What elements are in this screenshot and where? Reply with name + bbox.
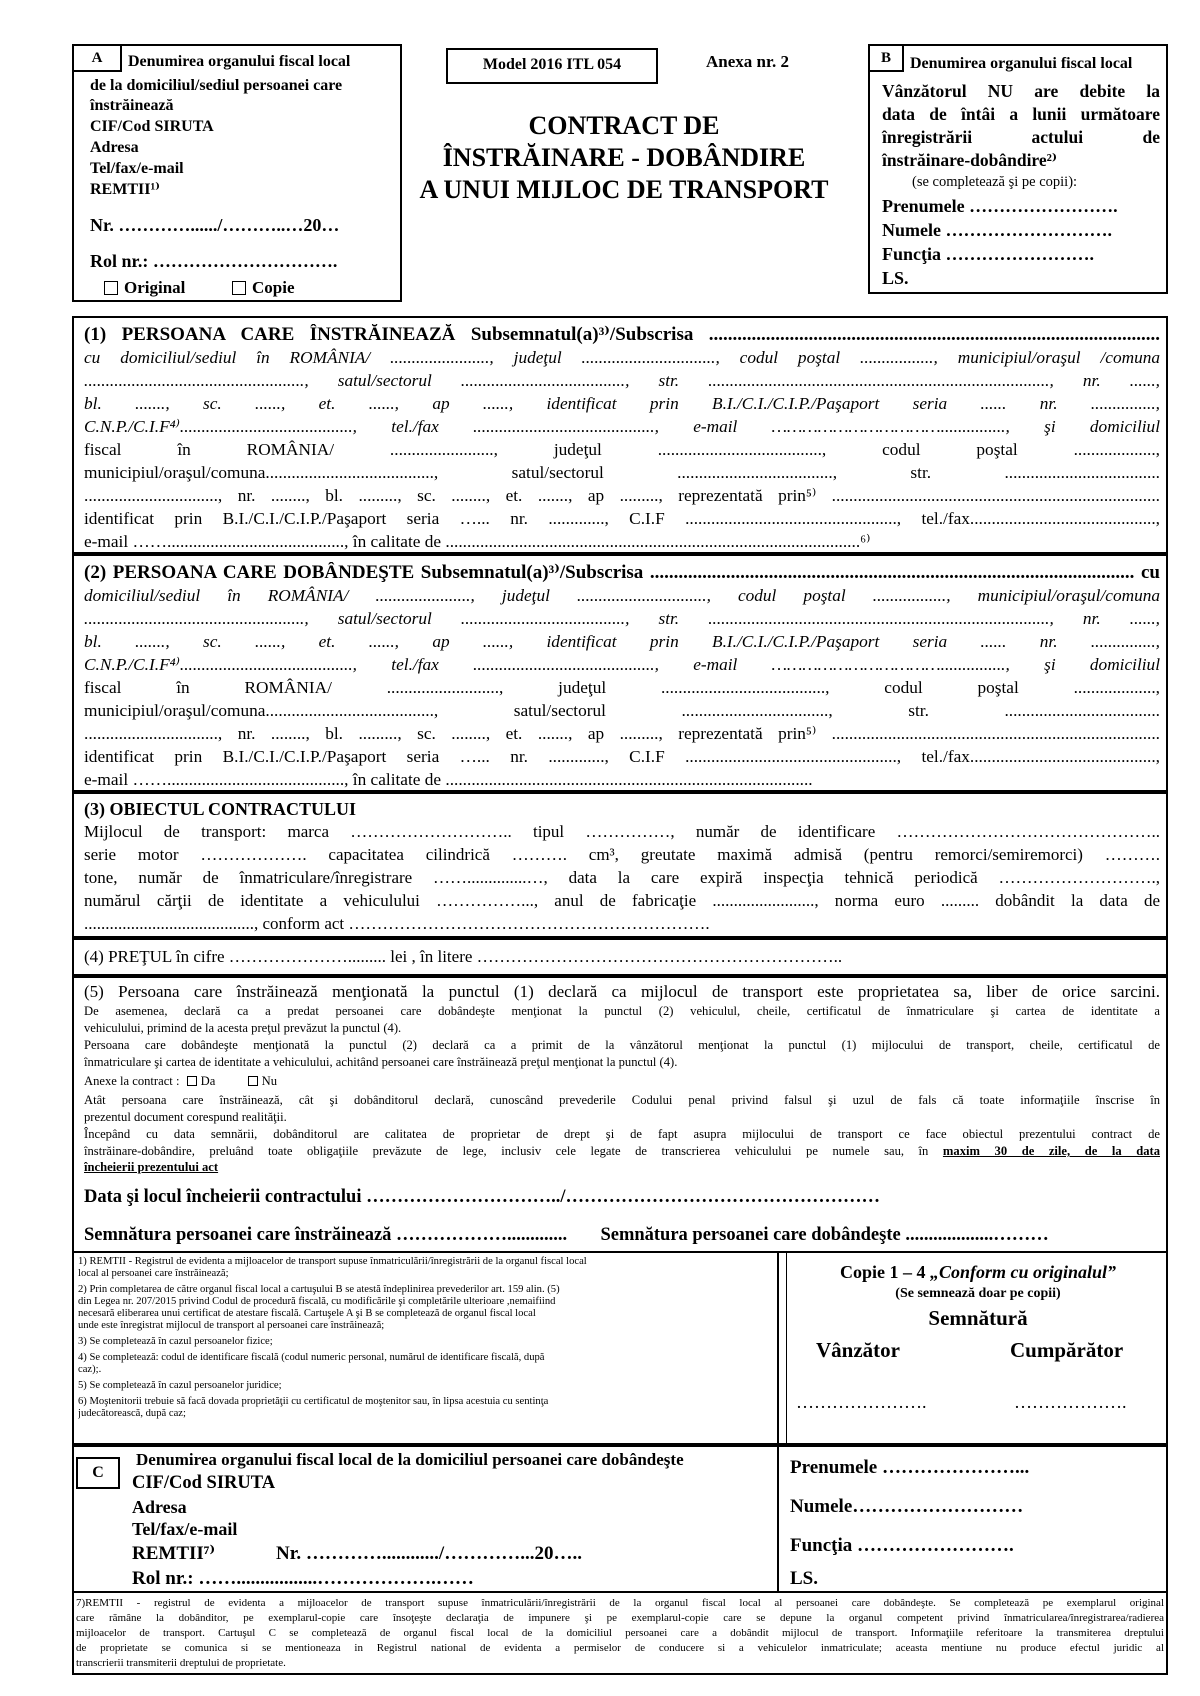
box-a-rol[interactable]: Rol nr.: …………………………. — [90, 251, 338, 271]
section1-line[interactable]: e-mail ……........................................., în calitate de ................................................................................................⁶⁾ — [84, 532, 871, 551]
box-c-title: Denumirea organului fiscal local de la domiciliul persoanei care dobândeşte — [136, 1450, 684, 1469]
box-c-functia[interactable]: Funcţia ……………………. — [790, 1535, 1014, 1556]
box-a-address: Adresa — [90, 139, 139, 156]
section2-line[interactable]: C.N.P./C.I.F⁴⁾........................................, tel./fax .........................................., e-mail ……………………………..............., şi domiciliul — [84, 655, 1160, 674]
copy-title-prefix: Copie 1 – 4 — [839, 1262, 930, 1282]
section5-line: înmatriculare şi cartea de identitate a vehiculului, achitând persoanei care înstrăinează preţul menţionat la punctul (4). — [84, 1055, 678, 1069]
transfer-obligations: înstrăinare-dobândire, preluând toate obligaţiile prevăzute de lege, inclusiv cele legate de transcrierea vehiculului pe numele sau, în — [84, 1144, 929, 1158]
section1-line[interactable]: identificat prin B.I./C.I./C.I.P./Paşaport seria …... nr. ............., C.I.F ................................................., tel./fax..........................................., — [84, 509, 1160, 528]
box-b-ls: LS. — [882, 268, 909, 288]
copy-buyer-signature[interactable]: ………………. — [1014, 1392, 1127, 1412]
footnote7-line: mijloacelor de transport. Cartuşul C se completează de organul fiscal local de la domiciliul persoanei care a dobândit mijlocul de transport. Informaţiile referitoare la transmiterea dreptului — [76, 1627, 1164, 1639]
section5-line: Atât persoana care înstrăinează, cât şi dobânditorul declară, cunoscând prevederile Codului penal privind falsul şi uzul de fals că toate informaţiile înscrise în — [84, 1093, 1160, 1107]
section2-line[interactable]: e-mail ……........................................., în calitate de ..................................................................................... — [84, 770, 813, 789]
section5-lead: (5) Persoana care înstrăinează menţionată la punctul (1) declară ca mijlocul de transport este proprietatea sa, liber de orice sarcini. — [84, 982, 1160, 1001]
section2-line[interactable]: ..............................., nr. ........, bl. ........., sc. ........, et. ......., ap ........., reprezentată prin⁵⁾ ............................................................................ — [84, 724, 1160, 743]
footnote-line: din Legea nr. 207/2015 privind Codul de procedură fiscală, cu modificările şi completările ulterioare ,nemaifiind — [78, 1296, 556, 1307]
box-c-prenume[interactable]: Prenumele …………………... — [790, 1457, 1030, 1478]
footnote-line: 3) Se completează în cazul persoanelor fizice; — [78, 1336, 273, 1347]
section1-line[interactable]: C.N.P./C.I.F⁴⁾........................................, tel./fax .........................................., e-mail ……………………………..............., şi domiciliul — [84, 417, 1160, 436]
copy-title-conform: „Conform cu originalul” — [929, 1262, 1117, 1282]
section1-line[interactable]: ..................................................., satul/sectorul ......................................, str. ..............................................................................., nr. ......, — [84, 371, 1160, 390]
box-a-contact: Tel/fax/e-mail — [90, 160, 184, 177]
footnote-line: 4) Se completează: codul de identificare fiscală (codul numeric personal, numărul de identificare fiscală, după — [78, 1352, 545, 1363]
box-a-line: de la domiciliul/sediul persoanei care — [90, 77, 343, 94]
section1-line[interactable]: ..............................., nr. ........, bl. ........., sc. ........, et. ......., ap ........., reprezentată prin⁵⁾ ............................................................................ — [84, 486, 1160, 505]
annex-nu-label: Nu — [261, 1074, 278, 1088]
section1-line[interactable]: municipiul/oraşul/comuna......................................., satul/sectorul ...................................., str. .................................... — [84, 463, 1160, 482]
section3-line[interactable]: ........................................, conform act ………………………………………………………. — [84, 914, 710, 933]
box-b-note: (se completează şi pe copii): — [912, 174, 1078, 190]
section1-line[interactable]: fiscal în ROMÂNIA/ ........................, judeţul ......................................, codul poştal ..................., — [84, 440, 1160, 459]
box-c-ls: LS. — [790, 1568, 818, 1589]
original-option[interactable] — [104, 278, 185, 298]
copy-buyer-label: Cumpărător — [1010, 1338, 1124, 1362]
box-c-address: Adresa — [132, 1497, 187, 1517]
box-a-letter: A — [72, 44, 122, 72]
section2-line — [84, 562, 1160, 584]
section3-line[interactable]: numărul cărţii de identitate a vehiculului ……………..., anul de fabricaţie ........................, norma euro ......... dobândit la data de — [84, 891, 1160, 910]
annex-da-checkbox[interactable] — [187, 1076, 197, 1086]
box-c-cif: CIF/Cod SIRUTA — [132, 1473, 276, 1493]
footnote-line: 5) Se completează în cazul persoanelor juridice; — [78, 1380, 282, 1391]
box-a-remtii: REMTII¹⁾ — [90, 181, 161, 198]
copy-title — [788, 1262, 1168, 1283]
deadline-text: maxim 30 de zile, de la data — [942, 1144, 1160, 1158]
section5-line: prezentul document corespund realităţii. — [84, 1110, 287, 1124]
section2-line[interactable]: bl. ......., sc. ......, et. ......, ap ......, identificat prin B.I./C.I./C.I.P./Paşaport seria ...... nr. ..............., — [84, 632, 1160, 651]
section1-line[interactable]: bl. ......., sc. ......, et. ......, ap ......, identificat prin B.I./C.I./C.I.P./Paşaport seria ...... nr. ..............., — [84, 394, 1160, 413]
copy-seller-signature[interactable]: …………………. — [796, 1392, 927, 1412]
footnote7-line: 7)REMTII - registrul de evidenta a mijloacelor de transport supuse înmatriculării/înregistrării de la organul fiscal local al persoanei care dobândeşte. Se completează pe exemplarul original — [76, 1597, 1164, 1609]
annex-da-label: Da — [200, 1074, 216, 1088]
box-b-title: Denumirea organului fiscal local — [910, 55, 1133, 72]
box-c-rol[interactable]: Rol nr.: …….................……………….…… — [132, 1568, 474, 1589]
footnote-line: judecătorească, după caz; — [78, 1408, 186, 1419]
box-b-letter: B — [868, 44, 904, 72]
copie-label: Copie — [252, 278, 295, 297]
footnote-line: 6) Moştenitorii trebuie să facă dovada proprietăţii cu certificatul de moştenitor sau, în lipsa acestuia cu sentinţa — [78, 1396, 549, 1407]
box-b-line: data de întâi a lunii următoare — [882, 104, 1160, 124]
signature-row — [84, 1224, 1160, 1246]
box-c-nr[interactable]: Nr. …………............/…………...20….. — [276, 1543, 582, 1564]
section1-line[interactable]: cu domiciliul/sediul în ROMÂNIA/ ......................., judeţul ..............................., codul poştal ................., municipiul/oraşul /comuna — [84, 348, 1160, 367]
box-b-line: înregistrării actului de — [882, 127, 1160, 147]
copy-seller-label: Vânzător — [816, 1338, 900, 1362]
box-a-title: Denumirea organului fiscal local — [128, 53, 351, 70]
footnote7-line: transcrierii transmiterii dreptului de proprietate. — [76, 1657, 286, 1669]
footnote7-line: care rămâne la dobânditor, pe exemplarul-copie care însoţeşte declaraţia de impunere şi pe exemplarul-copie care se depune la organul competent privind înmatricularea/înregistrarea/radierea — [76, 1612, 1164, 1624]
original-label: Original — [124, 278, 186, 297]
box-a-line: înstrăinează — [90, 97, 174, 114]
box-c-nume[interactable]: Numele……………………… — [790, 1496, 1024, 1517]
section2-line[interactable]: fiscal în ROMÂNIA/ .........................., judeţul ......................................, codul poştal ..................., — [84, 678, 1160, 697]
footnote-line: caz);. — [78, 1364, 102, 1375]
section5-line: De asemenea, declară ca a predat persoanei care dobândeşte menţionat la punctul (2) vehiculul, cheile, certificatul de înmatriculare şi cartea de identitate a — [84, 1004, 1160, 1018]
deadline-text-cont: încheierii prezentului act — [84, 1160, 219, 1174]
section3-line[interactable]: tone, număr de înmatriculare/înregistrare ……..............…, data la care expiră inspecţia tehnică periodică ………………………., — [84, 868, 1160, 887]
footnote-line: unde este înregistrat mijlocul de transport al persoanei care înstrăinează; — [78, 1320, 385, 1331]
document-title — [402, 110, 846, 206]
model-box — [446, 48, 658, 84]
box-b-prenume[interactable]: Prenumele ……………………. — [882, 196, 1118, 216]
annex-label: Anexa nr. 2 — [706, 52, 789, 71]
section3-heading: (3) OBIECTUL CONTRACTULUI — [84, 799, 357, 819]
buyer-signature-field[interactable]: Semnătura persoanei care dobândeşte ...................……… — [600, 1225, 1049, 1245]
section3-line[interactable]: Mijlocul de transport: marca ……………………….. tipul ……………, număr de identificare ……………………………………….. — [84, 822, 1160, 841]
section2-line[interactable]: identificat prin B.I./C.I./C.I.P./Paşaport seria …... nr. ............., C.I.F ................................................., tel./fax..........................................., — [84, 747, 1160, 766]
box-c-remtii: REMTII⁷⁾ — [132, 1543, 216, 1564]
copie-checkbox[interactable] — [232, 281, 246, 295]
box-b-line: înstrăinare-dobândire²⁾ — [882, 150, 1058, 170]
box-b-line: Vânzătorul NU are debite la — [882, 81, 1160, 101]
title-line: CONTRACT DE — [528, 111, 720, 140]
box-b-statement — [882, 80, 1160, 172]
box-b-functia[interactable]: Funcţia ……………………. — [882, 244, 1095, 264]
copy-panel-inner-line — [786, 1253, 787, 1445]
annex-nu-checkbox[interactable] — [248, 1076, 258, 1086]
model-code: Model 2016 ITL 054 — [482, 56, 622, 73]
annex-label: Anexe la contract : — [84, 1074, 180, 1088]
section5-line: vehiculului, primind de la acesta preţul prevăzut la punctul (4). — [84, 1021, 402, 1035]
original-checkbox[interactable] — [104, 281, 118, 295]
section2-line[interactable]: municipiul/oraşul/comuna......................................., satul/sectorul .................................., str. .................................... — [84, 701, 1160, 720]
section5-line: Începând cu data semnării, dobânditorul are calitatea de proprietar de drept şi de fapt asupra mijlocului de transport ce face obiectul prezentului contract de — [84, 1127, 1160, 1141]
box-a-cif: CIF/Cod SIRUTA — [90, 118, 214, 135]
footnote7-line: de proprietate se comunica si se mentioneaza in Registrul national de evidenta a permiselor de conducere si a vehiculelor inmatriculate; aceasta mentiune nu produce efectul juridic al — [76, 1642, 1164, 1654]
box-b-nume[interactable]: Numele ………………………. — [882, 220, 1112, 240]
footnote-line: necesară eliberarea unui certificat de atestare fiscală. Cartuşele A şi B se completează de organul fiscal local — [78, 1308, 536, 1319]
copy-signature-label: Semnătură — [928, 1306, 1028, 1330]
title-line: A UNUI MIJLOC DE TRANSPORT — [419, 175, 829, 204]
section5-line — [84, 1144, 1160, 1159]
box-c-letter: C — [76, 1457, 120, 1489]
section2-heading: (2) PERSOANA CARE DOBÂNDEŞTE Subsemnatul(a)³⁾/Subscrisa ...................................................................................................... cu — [84, 562, 1160, 583]
section2-line[interactable]: ..................................................., satul/sectorul ......................................, str. ..............................................................................., nr. ......, — [84, 609, 1160, 628]
section1-heading: (1) PERSOANA CARE ÎNSTRĂINEAZĂ Subsemnatul(a)³⁾/Subscrisa ............................................................................................... — [84, 324, 1160, 345]
title-line: ÎNSTRĂINARE - DOBÂNDIRE — [442, 143, 806, 172]
section4-price-line[interactable]: (4) PREŢUL în cifre …………………......... lei , în litere ……………………………………………………….. — [84, 947, 843, 966]
footnote-line: 1) REMTII - Registrul de evidenta a mijloacelor de transport supuse înmatriculării/înregistrării de la organul fiscal local — [78, 1256, 587, 1267]
section5-line: Persoana care dobândeşte menţionată la punctul (2) declară ca a primit de la vânzătorul menţionat la punctul (1) mijlocului de transport, cheile, certificatul de — [84, 1038, 1160, 1052]
annex-row — [84, 1074, 1160, 1089]
footnote-line: local al persoanei care înstrăinează; — [78, 1268, 229, 1279]
date-place-field[interactable]: Data şi locul încheierii contractului …………………………../…………………………………………… — [84, 1187, 880, 1207]
footnote-line: 2) Prin completarea de către organul fiscal local a cartuşului B se atestă îndeplinirea prevederilor art. 159 alin. (5) — [78, 1284, 560, 1295]
section2-line[interactable]: domiciliul/sediul în ROMÂNIA/ ......................, judeţul .............................., codul poştal ................., municipiul/oraşul/comuna — [84, 586, 1160, 605]
copie-option[interactable] — [232, 278, 295, 298]
box-c-contact: Tel/fax/e-mail — [132, 1519, 238, 1539]
seller-signature-field[interactable]: Semnătura persoanei care înstrăinează ………………............. — [84, 1225, 568, 1245]
copy-subtitle: (Se semnează doar pe copii) — [895, 1286, 1061, 1301]
section3-line[interactable]: serie motor ………………. capacitatea cilindrică ………. cm³, greutate maximă admisă (pentru remorci/semiremorci) ………. — [84, 845, 1160, 864]
box-a-nr[interactable]: Nr. …………....../………..…20… — [90, 215, 340, 235]
section1-line — [84, 324, 1160, 346]
